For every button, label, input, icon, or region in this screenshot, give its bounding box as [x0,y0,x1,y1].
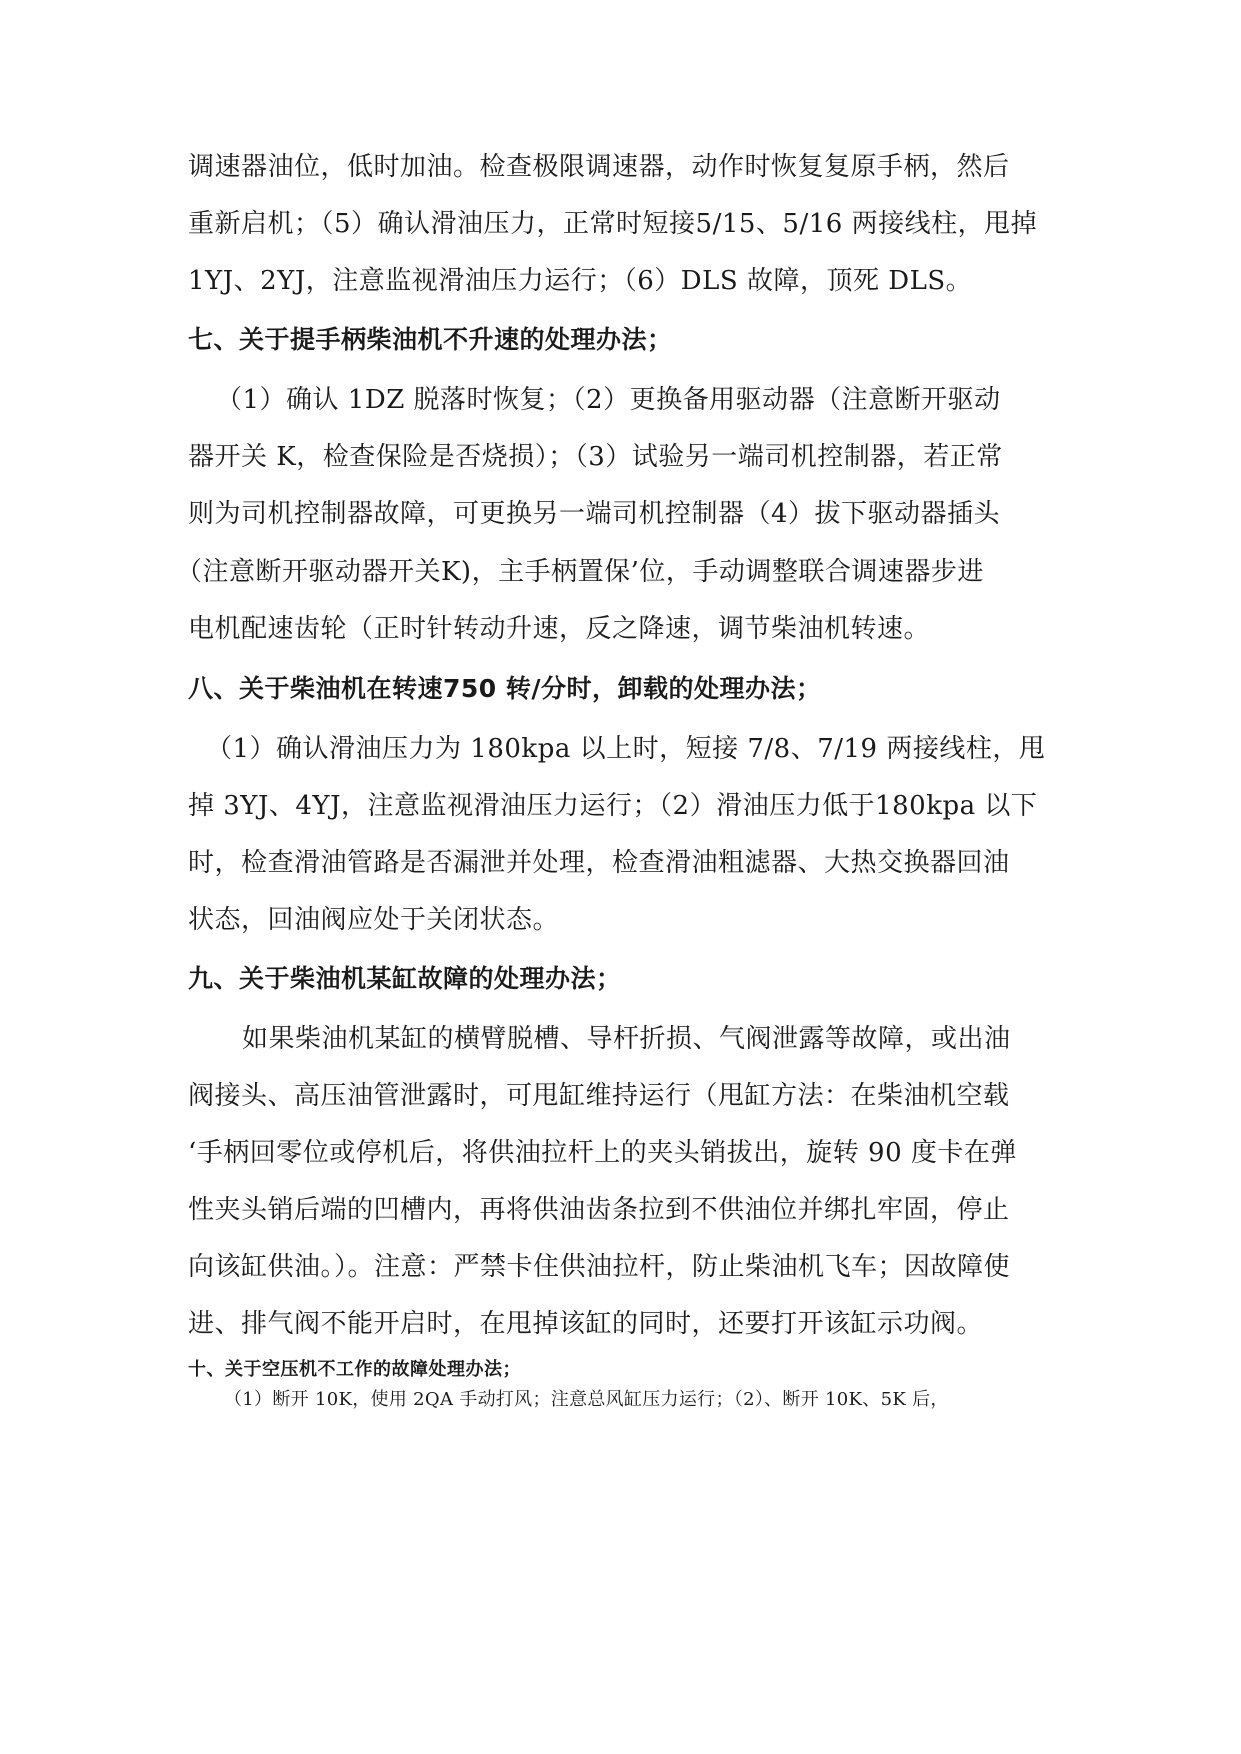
paragraph-line: 器开关 K，检查保险是否烧损）；（3）试验另一端司机控制器，若正常 [188,442,1003,472]
paragraph-line: 调速器油位，低时加油。检查极限调速器，动作时恢复复原手柄，然后 [188,152,1010,182]
paragraph-line: 电机配速齿轮（正时针转动升速，反之降速，调节柴油机转速。 [188,614,931,644]
paragraph-line: （1）断开 10K，使用 2QA 手动打风；注意总风缸压力运行；（2）、断开 10K、5K 后， [224,1389,949,1410]
paragraph-line: 掉 3YJ、4YJ，注意监视滑油压力运行；（2）滑油压力低于180kpa 以下 [188,791,1038,821]
section-heading-7: 七、关于提手柄柴油机不升速的处理办法； [188,325,673,354]
paragraph-line: 重新启机；（5）确认滑油压力，正常时短接5/15、5/16 两接线柱，甩掉 [188,209,1038,239]
paragraph-line: 时，检查滑油管路是否漏泄并处理，检查滑油粗滤器、大热交换器回油 [188,848,1010,878]
paragraph-line: （1）确认滑油压力为 180kpa 以上时，短接 7/8、7/19 两接线柱，甩 [206,734,1046,764]
paragraph-line: 阀接头、高压油管泄露时，可甩缸维持运行（甩缸方法：在柴油机空载 [188,1081,1010,1111]
paragraph-line: 1YJ、2YJ，注意监视滑油压力运行；（6）DLS 故障，顶死 DLS。 [188,266,973,296]
paragraph-line: （1）确认 1DZ 脱落时恢复；（2）更换备用驱动器（注意断开驱动 [216,385,1001,415]
paragraph-line: 进、排气阀不能开启时，在甩掉该缸的同时，还要打开该缸示功阀。 [188,1309,984,1339]
section-heading-8: 八、关于柴油机在转速750 转/分时，卸载的处理办法； [188,674,822,703]
paragraph-line: 如果柴油机某缸的横臂脱槽、导杆折损、气阀泄露等故障，或出油 [242,1024,1011,1054]
paragraph-line: ‘手柄回零位或停机后，将供油拉杆上的夹头销拔出，旋转 90 度卡在弹 [188,1138,1017,1168]
paragraph-line: 向该缸供油。）。注意：严禁卡住供油拉杆，防止柴油机飞车；因故障使 [188,1252,1011,1282]
paragraph-line: 则为司机控制器故障，可更换另一端司机控制器（4）拔下驱动器插头 [188,499,1001,529]
paragraph-line: 性夹头销后端的凹槽内，再将供油齿条拉到不供油位并绑扎牢固，停止 [188,1195,1010,1225]
section-heading-10: 十、关于空压机不工作的故障处理办法； [188,1359,521,1380]
section-heading-9: 九、关于柴油机某缸故障的处理办法； [188,964,622,993]
paragraph-line: 状态，回油阀应处于关闭状态。 [188,905,560,935]
paragraph-line: （注意断开驱动器开关K)，主手柄置保’位，手动调整联合调速器步进 [176,557,984,587]
